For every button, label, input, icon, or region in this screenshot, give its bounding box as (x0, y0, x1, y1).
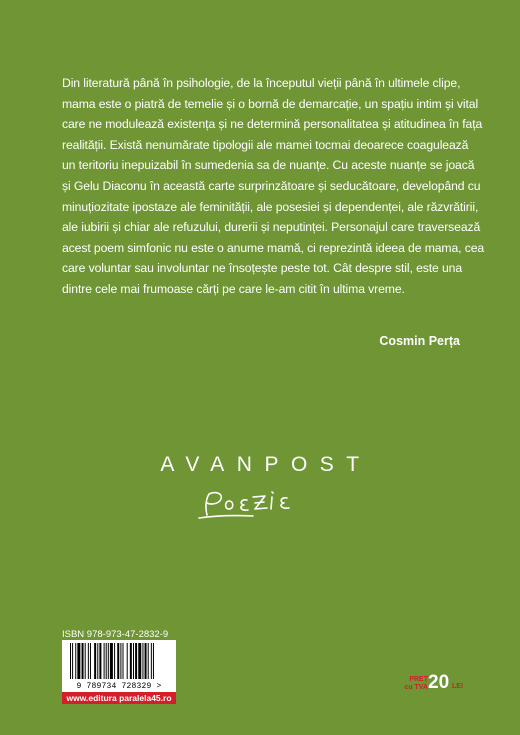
isbn-barcode (62, 640, 176, 692)
barcode-digits: 9 789734 728329 > (76, 682, 162, 691)
barcode-bar (104, 643, 105, 679)
barcode-bar (117, 643, 119, 679)
blurb-line: minuțiozitate ipostaze ale feminității, ale posesiei și dependenței, ale răzvrătirii, (62, 199, 479, 214)
barcode-bar (142, 643, 143, 679)
barcode-bar (110, 643, 113, 679)
barcode-bar (148, 643, 149, 679)
blurb-line: care ne modulează existența și ne determină personalitatea și atitudinea în fața (62, 117, 483, 132)
barcode-bar (72, 643, 73, 679)
barcode-bar (94, 643, 96, 679)
blurb-line: acest poem simfonic nu este o anume mamă, ci reprezintă ideea de mama, cea (62, 240, 485, 255)
blurb-line: care voluntar sau involuntar ne însoțește peste tot. Cât despre stil, este una (62, 261, 463, 276)
blurb-line: mama este o piatră de temelie și o bornă de demarcație, un spațiu intim și vital (62, 96, 479, 111)
barcode-bar (138, 643, 141, 679)
barcode-bar (77, 643, 80, 679)
blurb-line: realității. Există nenumărate tipologii ale mamei tocmai deoarece coagulează (62, 137, 469, 152)
blurb-text (62, 73, 485, 300)
barcode-bar (82, 643, 84, 679)
barcode-bar (108, 643, 109, 679)
blurb-line: și Gelu Diaconu în această carte surprinzătoare și seducătoare, developând cu (62, 178, 481, 193)
barcode-bar (70, 643, 71, 679)
blurb-line: Din literatură până în psihologie, de la începutul vieții până în ultimele clipe, (62, 76, 461, 90)
blurb-line: un teritoriu inepuizabil în sumedenia sa de nuanțe. Cu aceste nuanțe se joacă (62, 158, 475, 173)
barcode-bar (106, 643, 107, 679)
barcode-bar (114, 643, 115, 679)
price-currency: LEI (452, 683, 463, 690)
barcode-bar (145, 643, 147, 679)
barcode-bar (90, 643, 91, 679)
barcode-bar (123, 643, 124, 679)
price-label (398, 676, 428, 691)
barcode-bar (135, 643, 137, 679)
barcode-bar (133, 643, 134, 679)
series-name: AVANPOST (160, 453, 372, 476)
publisher-url: www.editura paralela45.ro (62, 692, 176, 704)
barcode-bar (99, 643, 101, 679)
barcode-bar (88, 643, 89, 679)
barcode-bar (130, 643, 132, 679)
barcode-bar (85, 643, 86, 679)
price-label-line1: PREȚ (409, 676, 428, 683)
barcode-bar (151, 643, 152, 679)
barcode-bar (97, 643, 98, 679)
blurb-author: Cosmin Perța (379, 334, 460, 348)
barcode-bar (75, 643, 76, 679)
series-poezie-logo (193, 485, 323, 525)
price-label-line2: cu TVA (404, 683, 428, 691)
barcode-bar (153, 643, 154, 679)
blurb-line: dintre cele mai frumoase cărți pe care le-am citit în ultima vreme. (62, 281, 405, 296)
isbn-label: ISBN 978-973-47-2832-9 (62, 629, 169, 640)
barcode-bar (127, 643, 128, 679)
blurb-line: ale iubirii și chiar ale refuzului, durerii și neputinței. Personajul care traversează (62, 220, 481, 235)
price-value: 20 (428, 672, 450, 693)
barcode-bar (120, 643, 121, 679)
